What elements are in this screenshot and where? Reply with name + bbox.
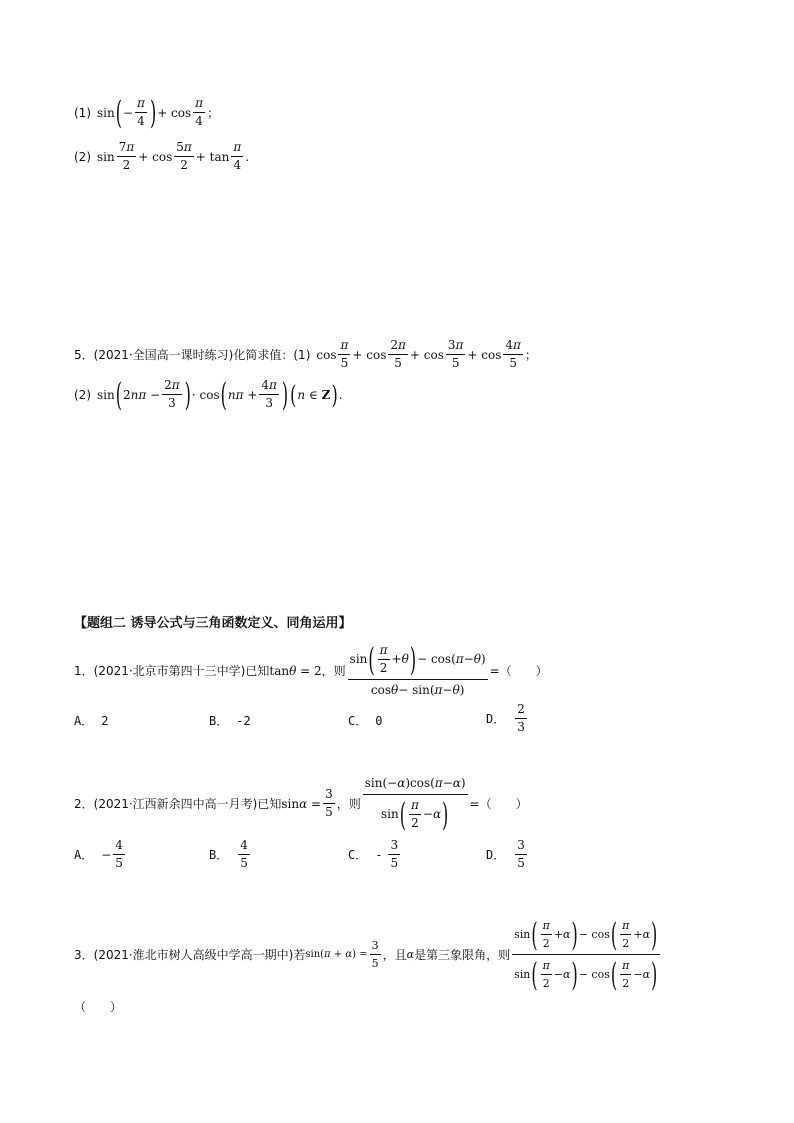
q1-expression: sin ( $\frac{\pi}{2}$ + θ ) − cos( π − θ ) cos θ − sin( π − θ ) (349, 640, 486, 697)
q1-choice-b[interactable]: B． -2 (209, 713, 251, 728)
fraction: 4 π 5 (505, 338, 521, 370)
p4-part1-label: (1) (74, 105, 91, 120)
fraction: 2 π 5 (390, 338, 406, 370)
q2-choice-d[interactable]: D． $\frac{3}{5}$ (486, 838, 525, 870)
q2-choice-a[interactable]: A． − $\frac{4}{5}$ (74, 838, 123, 870)
fraction: $\frac{\pi}{4}$ (233, 140, 242, 172)
p4-part2: (2) sin 7 π 2 + cos 5 π 2 + tan $\frac{\pi}{4}$ . (74, 140, 250, 172)
p5-number: 5． (74, 348, 94, 362)
fraction: 2 π 3 (164, 378, 180, 410)
fraction: 5 π 2 (176, 140, 192, 172)
q3-stem: 3． (2021·淮北市树人高级中学高一期中) 若 sin(π + α) = $\frac{3}{5}$ ，且 α 是第三象限角，则 sin ( $\frac{\pi}{2}$ + α ) − cos ( $\frac{\pi}{2}$ + α ) sin ( $\frac{\pi}{2}$ − α ) − cos ( $\frac{\pi}{2}$ − α ) (74, 918, 662, 991)
p4-part2-label: (2) (74, 149, 91, 164)
p5-line1: 5． (2021·全国高一课时练习) 化简求值： (1) cos $\frac{\pi}{5}$ + cos 2 π 5 + cos 3 π 5 + cos 4 π 5 ； (74, 338, 537, 370)
q1-choice-d[interactable]: D． $\frac{2}{3}$ (486, 702, 525, 734)
q1-choice-c[interactable]: C． 0 (348, 713, 383, 728)
p5-source: (2021·全国高一课时练习) (93, 348, 234, 362)
fraction: 7 π 2 (118, 140, 135, 172)
fraction: 4 π 3 (261, 378, 277, 410)
q2-expression: sin(− α )cos( π − α ) sin ( $\frac{\pi}{2}$ − α ) (364, 776, 466, 834)
q3-blank: （ ） (74, 1000, 123, 1014)
q1-stem: 1． (2021·北京市第四十三中学) 已知 tanθ = 2 ，则 sin ( $\frac{\pi}{2}$ + θ ) − cos( π − θ ) cos θ − sin( π − θ ) =（ ） (74, 640, 548, 697)
fraction: $\frac{\pi}{4}$ (137, 96, 145, 128)
p5-line2: (2) sin ( 2nπ − 2 π 3 ) · cos ( nπ + 4 π 3 ) ( n ∈ Z ) . (74, 375, 343, 414)
q3-expression: sin ( $\frac{\pi}{2}$ + α ) − cos ( $\frac{\pi}{2}$ + α ) sin ( $\frac{\pi}{2}$ − α ) − cos ( $\frac{\pi}{2}$ − α ) (512, 918, 660, 991)
fraction: 3 π 5 (447, 338, 464, 370)
q2-stem: 2． (2021·江西新余四中高一月考) 已知 sinα = $\frac{3}{5}$ ，则 sin(− α )cos( π − α ) sin ( $\frac{\pi}{2}$ − α ) =（ ） (74, 776, 528, 834)
fraction: $\frac{\pi}{5}$ (340, 338, 349, 370)
p4-part1: (1) sin ( − $\frac{\pi}{4}$ ) + cos $\frac{\pi}{4}$ ； (74, 93, 220, 132)
fraction: $\frac{3}{5}$ (325, 787, 333, 819)
fraction: $\frac{3}{5}$ (371, 939, 379, 970)
q2-choice-b[interactable]: B． $\frac{4}{5}$ (209, 838, 248, 870)
fraction: $\frac{\pi}{4}$ (195, 96, 204, 128)
q1-choice-a[interactable]: A． 2 (74, 713, 109, 728)
q2-choice-c[interactable]: C． - $\frac{3}{5}$ (348, 838, 399, 870)
section-title: 【题组二 诱导公式与三角函数定义、同角运用】 (74, 616, 352, 631)
p5-prompt: 化简求值： (233, 348, 294, 362)
